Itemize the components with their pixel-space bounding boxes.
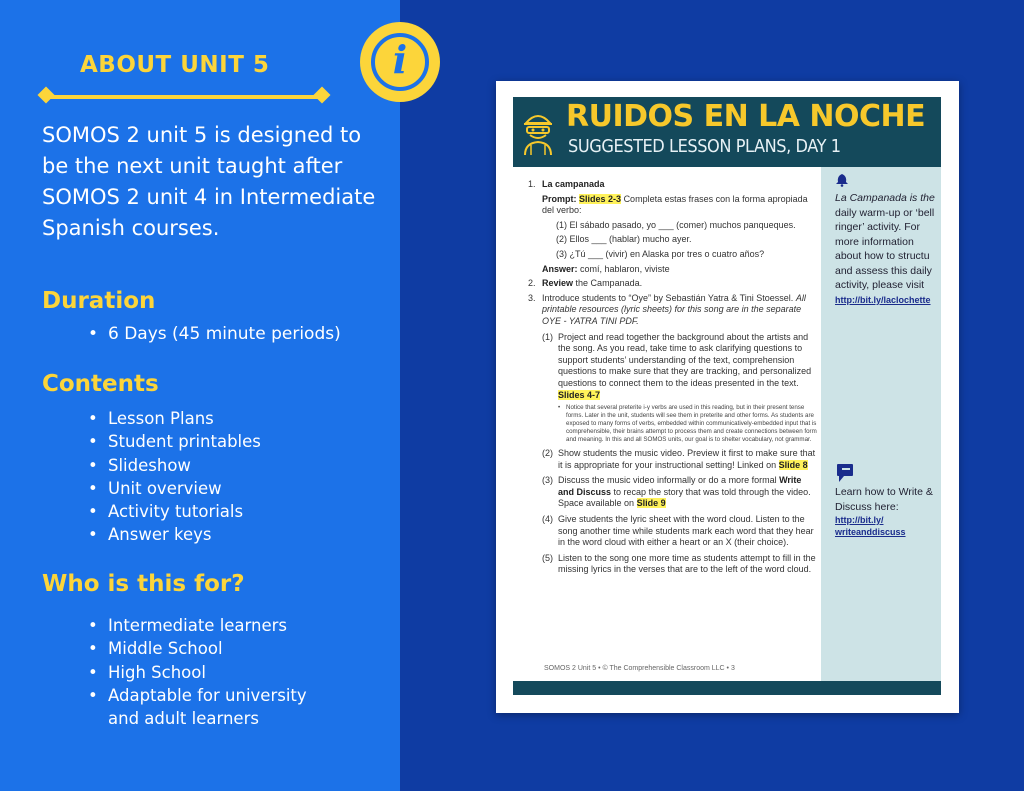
- step-text: the Campanada.: [575, 278, 643, 289]
- slide-ref: Slides 4-7: [558, 389, 601, 400]
- side-line: Discuss here:: [835, 500, 899, 513]
- duration-list: [86, 323, 341, 346]
- teacher-note: • Notice that several preterite i-y verbs are used in this reading, but in their present tense forms. Later in the unit, students will see them in preterite and other forms. As students are exposed to many forms of verbs, embedded within communicatively-embedded input that is comprehensible, their brains attempt to process them and create connections between form and meaning. In this and all SOMOS units, our goal is to shelter vocabulary, not grammar.: [542, 404, 818, 444]
- doc-sidebar: [821, 167, 941, 681]
- prompt-text: Completa estas frases con la forma apropiada del verbo:: [542, 193, 808, 216]
- substep-number: (2): [542, 448, 553, 459]
- slide-ref: Slide 8: [778, 459, 808, 470]
- step-note: All printable resources (lyric sheets) for this song are in the separate OYE - YATRA TINI PDF.: [542, 292, 806, 326]
- list-item: • Answer keys: [86, 523, 261, 546]
- doc-title: RUIDOS EN LA NOCHE: [566, 99, 926, 134]
- question: (3) ¿Tú ___ (vivir) en Alaska por tres o cuatro años?: [556, 248, 765, 259]
- contents-title: Contents: [42, 371, 159, 397]
- chat-icon: [835, 463, 855, 483]
- step-number: 1.: [528, 179, 536, 189]
- substep-number: (5): [542, 552, 553, 563]
- contents-list: [86, 407, 261, 547]
- side-note-write-discuss: [835, 485, 941, 538]
- list-item: • Activity tutorials: [86, 500, 261, 523]
- document-preview: [496, 81, 959, 713]
- substep-text: Project and read together the background about the artists and the song. As you read, take time to ask clarifying questions to support students’ understanding of the text, comprehension questions to make sure that they are tracking, and personalized questions to connect them to the ideas presented in the text.: [558, 331, 812, 388]
- campanada-link[interactable]: http://bit.ly/laclochette: [835, 294, 931, 305]
- list-item: • High School: [86, 661, 307, 684]
- substep-bold: Write and Discuss: [558, 475, 802, 497]
- side-line: Learn how to Write &: [835, 486, 933, 498]
- side-line: La Campanada is the: [835, 192, 935, 204]
- divider: [44, 95, 324, 99]
- robber-icon: [521, 107, 555, 157]
- doc-footer-bar: [513, 681, 941, 695]
- about-title: ABOUT UNIT 5: [80, 52, 270, 78]
- side-line: ringer’ activity. For: [835, 221, 920, 233]
- write-discuss-link[interactable]: http://bit.ly/: [835, 515, 884, 525]
- list-item: • Intermediate learners: [86, 614, 307, 637]
- info-icon: [360, 22, 440, 102]
- substep-number: (1): [542, 331, 553, 342]
- list-item: • Unit overview: [86, 477, 261, 500]
- substep-number: (4): [542, 514, 553, 525]
- step-title: La campanada: [542, 179, 605, 189]
- substep: [542, 514, 818, 549]
- substep-text: Discuss the music video informally or do a more formal: [558, 475, 777, 486]
- info-glyph: i: [392, 37, 408, 82]
- audience-list: [86, 614, 307, 730]
- substep: [542, 448, 818, 471]
- write-discuss-link-cont[interactable]: writeanddiscuss: [835, 527, 906, 537]
- answer-label: Answer:: [542, 263, 578, 274]
- list-item: • 6 Days (45 minute periods): [86, 323, 341, 346]
- side-line: activity, please visit: [835, 279, 925, 291]
- lesson-step: [526, 179, 818, 191]
- side-line: daily warm-up or ‘bell: [835, 206, 935, 219]
- substep-text: Listen to the song one more time as students attempt to fill in the missing lyrics in the verses that are to the left of the word cloud.: [558, 552, 816, 575]
- doc-body: [526, 179, 818, 576]
- question: (1) El sábado pasado, yo ___ (comer) muchos panqueques.: [556, 219, 796, 230]
- substep-text: to recap the story that was told through the video. Space available on: [558, 486, 811, 509]
- list-item: • Middle School: [86, 637, 307, 660]
- list-item: • Student printables: [86, 430, 261, 453]
- substep-number: (3): [542, 475, 553, 486]
- list-item: • Adaptable for university: [86, 684, 307, 707]
- list-item-continuation: [86, 707, 307, 730]
- duration-title: Duration: [42, 288, 156, 314]
- audience-title: Who is this for?: [42, 571, 245, 597]
- side-note-campanada: [835, 191, 941, 307]
- doc-subtitle: SUGGESTED LESSON PLANS, DAY 1: [568, 136, 841, 157]
- step-number: 2.: [528, 278, 536, 289]
- side-line: about how to structu: [835, 250, 930, 262]
- step-number: 3.: [528, 292, 536, 303]
- question: (2) Ellos ___ (hablar) mucho ayer.: [556, 234, 692, 245]
- lesson-step: [526, 278, 818, 290]
- bell-icon: [835, 173, 849, 187]
- list-item: • Lesson Plans: [86, 407, 261, 430]
- substeps: [526, 332, 818, 577]
- answer-text: comí, hablaron, viviste: [580, 263, 670, 274]
- substep: [542, 475, 818, 510]
- left-panel: [0, 0, 400, 791]
- side-line: more information: [835, 235, 914, 248]
- slide-ref: Slides 2-3: [579, 193, 622, 204]
- step-title: Review: [542, 278, 574, 289]
- intro-text: SOMOS 2 unit 5 is designed to be the next unit taught after SOMOS 2 unit 4 in Intermediate Spanish courses.: [42, 123, 376, 240]
- doc-header: [513, 97, 941, 167]
- substep: [542, 553, 818, 576]
- slide-ref: Slide 9: [636, 498, 666, 509]
- step-text: Introduce students to “Oye” by Sebastián Yatra & Tini Stoessel.: [542, 292, 794, 303]
- prompt-block: [526, 194, 818, 276]
- list-item-text: and adult learners: [108, 709, 259, 729]
- substep-text: Give students the lyric sheet with the word cloud. Listen to the song another time while students mark each word that they hear in the word cloud with either a heart or an X (their choice).: [558, 514, 814, 548]
- answer-line: [542, 264, 818, 276]
- substep: [542, 332, 818, 402]
- list-item: • Slideshow: [86, 454, 261, 477]
- substep-text: Show students the music video. Preview it first to make sure that it is appropriate for your instructional setting! Linked on: [558, 448, 816, 470]
- lesson-step: [526, 293, 818, 328]
- side-line: and assess this daily: [835, 264, 932, 277]
- doc-footer-text: SOMOS 2 Unit 5 • © The Comprehensible Classroom LLC • 3: [544, 665, 735, 672]
- prompt-label: Prompt:: [542, 193, 577, 204]
